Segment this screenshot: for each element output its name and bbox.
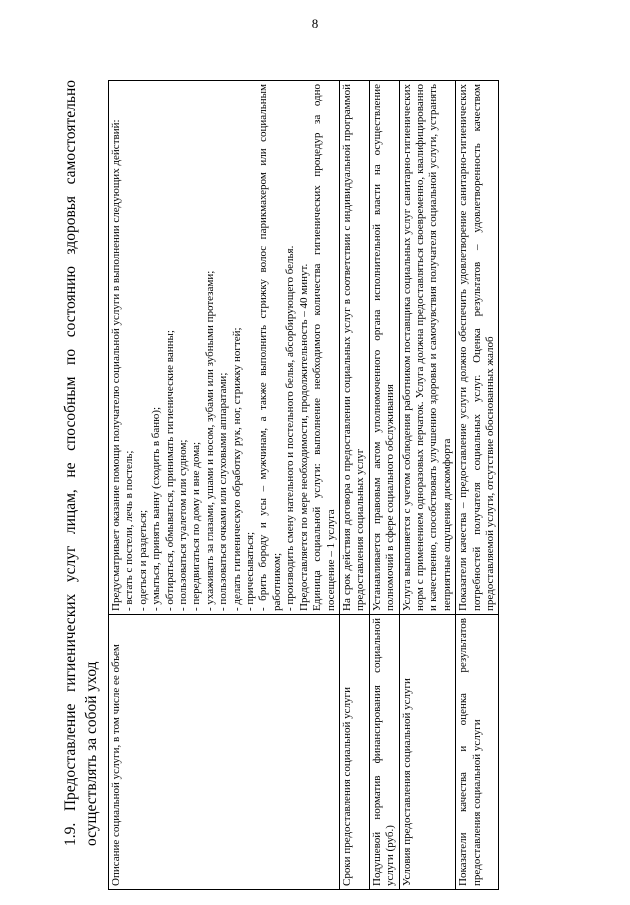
table-row [339,81,369,890]
description-line: - делать гигиеническую обработку рук, ног, стрижку ногтей; [230,327,243,611]
description-line: Единица социальной услуги: выполнение необходимого количества гигиенических процедур за одно посещение – 1 услуга [311,84,337,611]
table-row [109,81,340,890]
description-line: - причесываться; [244,531,257,611]
description-line: - встать с постели, лечь в постель; [123,450,136,611]
row-label: Показатели качества и оценка результатов предоставления социальной услуги [456,615,499,890]
table-row [399,81,456,890]
description-line: - пользоваться туалетом или судном; [177,439,190,611]
service-table [108,80,499,890]
row-label: Условия предоставления социальной услуги [399,615,456,890]
row-value: Показатели качества – предоставление услуги должно обеспечить удовлетворение санитарно-гигиенических потребностей получателя социальных услуг. Оценка результатов – удовлетворенность качеством предоставляемой услуги, отсутствие обоснованных жалоб [456,81,499,615]
section-heading: 1.9. Предоставление гигиенических услуг лицам, не способным по состоянию здоровья самостоятельно осуществлять за собой уход [62,80,100,846]
description-line: - производить смену нательного и постельного белья, абсорбирующего белья. [284,245,297,611]
row-label: Сроки предоставления социальной услуги [339,615,369,890]
description-line: - ухаживать за глазами, ушами и носом, зубами или зубными протезами; [203,270,216,611]
description-line: - брить бороду и усы – мужчинам, а также выполнить стрижку волос парикмахером или социальным работником; [257,84,283,611]
row-value: На срок действия договора о предоставлении социальных услуг в соответствии с индивидуальной программой предоставления социальных услуг [339,81,369,615]
description-line: - пользоваться очками или слуховыми аппаратами; [217,372,230,611]
row-label: Подушевой норматив финансирования социальной услуги (руб.) [369,615,399,890]
rotated-content [60,80,560,890]
table-row [456,81,499,890]
table-row [369,81,399,890]
description-line: - одеться и раздеться; [136,509,149,611]
description-line: Предоставляется по мере необходимости, продолжительность – 40 минут. [297,263,310,611]
row-label: Описание социальной услуги, в том числе ее объем [109,615,340,890]
description-line: - обтираться, обмываться, принимать гигиенические ванны; [163,330,176,611]
row-value [109,81,340,615]
page-number: 8 [311,16,319,31]
row-value: Устанавливается правовым актом уполномоченного органа исполнительной власти на осуществление полномочий в сфере социального обслуживания [369,81,399,615]
description-line: - умыться, принять ванну (сходить в баню); [150,406,163,611]
description-line: Предусматривает оказание помощи получателю социальной услуги в выполнении следующих действий: [110,119,122,611]
row-value: Услуга выполняется с учетом соблюдения работником поставщика социальных услуг санитарно-гигиенических норм с применением одноразовых перчаток. Услуга должна предоставляться своевременно, квалифицированно и качественно, способствовать улучшению здоровья и самочувствия получателя социальной услуги, устранять неприятные ощущения дискомфорта [399,81,456,615]
description-line: - передвигаться по дому и вне дома; [190,441,203,611]
